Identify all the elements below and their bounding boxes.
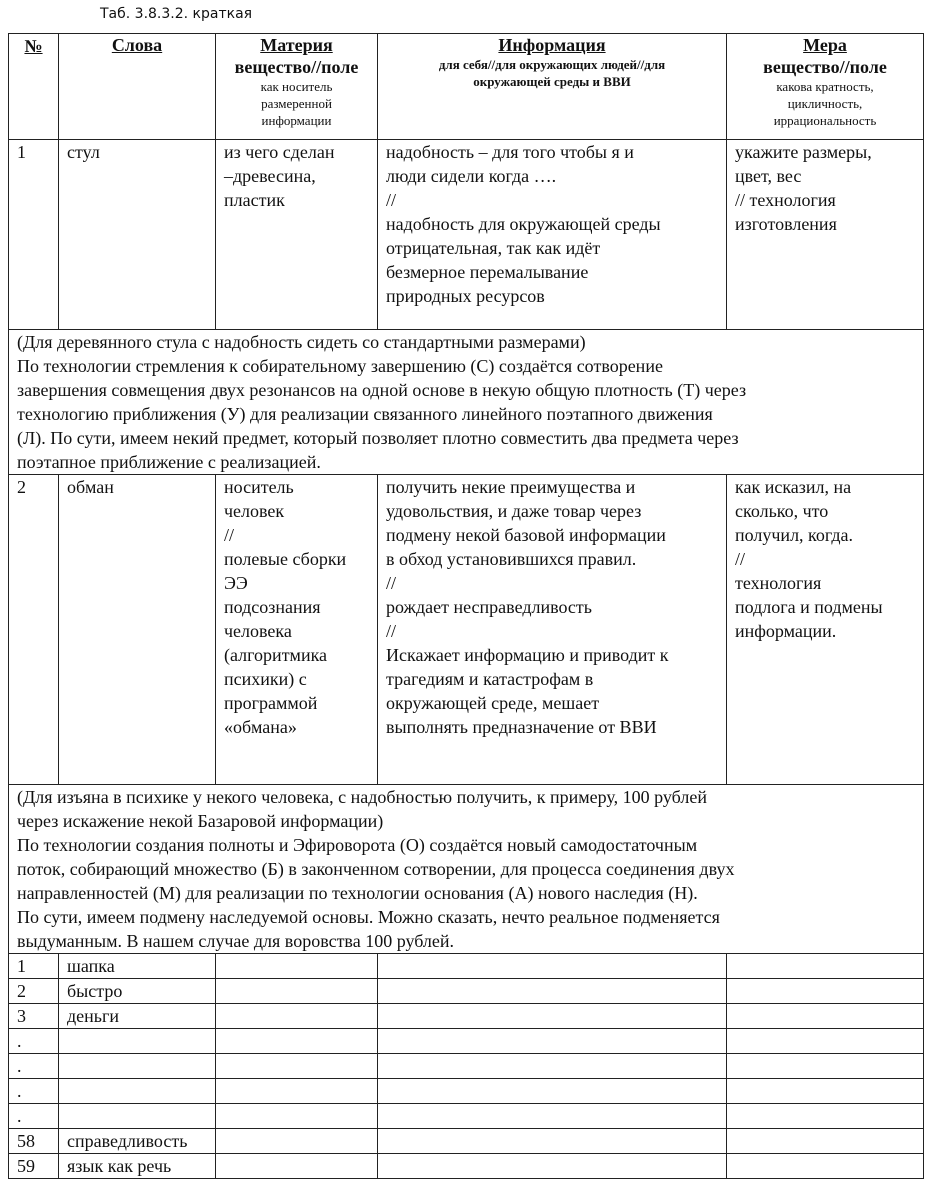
list-num: . xyxy=(9,1029,59,1054)
row-matter: носитель человек // полевые сборки ЭЭ подсознания человека (алгоритмика психики) с программой «обмана» xyxy=(216,475,378,785)
header-matter-sub: вещество//поле xyxy=(234,57,359,77)
list-row xyxy=(9,1004,924,1029)
header-measure-sub: вещество//поле xyxy=(763,57,887,77)
description-cell: (Для деревянного стула с надобность сидеть со стандартными размерами) По технологии стремления к собирательному завершению (С) создаётся сотворение завершения совмещения двух резонансов на одной основе в некую общую плотность (Т) через технологию приближения (У) для реализации связанного линейного поэтапного движения (Л). По сути, имеем некий предмет, который позволяет плотно совместить два предмета через поэтапное приближение с реализацией. xyxy=(9,330,924,475)
header-words: Слова xyxy=(59,34,216,140)
table-row xyxy=(9,140,924,330)
list-num: . xyxy=(9,1104,59,1129)
list-word xyxy=(59,1104,216,1129)
row-word: обман xyxy=(59,475,216,785)
table-row xyxy=(9,475,924,785)
list-num: 2 xyxy=(9,979,59,1004)
row-info: надобность – для того чтобы я и люди сидели когда …. // надобность для окружающей среды отрицательная, так как идёт безмерное перемалывание природных ресурсов xyxy=(378,140,727,330)
row-word: стул xyxy=(59,140,216,330)
list-row xyxy=(9,1104,924,1129)
header-matter-title: Материя xyxy=(260,35,333,55)
list-num: 59 xyxy=(9,1154,59,1179)
list-row xyxy=(9,1054,924,1079)
header-matter: Материя вещество//поле как носитель размеренной информации xyxy=(216,34,378,140)
list-num: . xyxy=(9,1079,59,1104)
list-row xyxy=(9,1029,924,1054)
list-row xyxy=(9,1079,924,1104)
header-info: Информация для себя//для окружающих людей//для окружающей среды и ВВИ xyxy=(378,34,727,140)
header-row xyxy=(9,34,924,140)
list-num: 3 xyxy=(9,1004,59,1029)
list-word: язык как речь xyxy=(59,1154,216,1179)
header-num: № xyxy=(9,34,59,140)
list-row xyxy=(9,1154,924,1179)
row-measure: укажите размеры, цвет, вес // технология изготовления xyxy=(727,140,924,330)
list-word xyxy=(59,1029,216,1054)
row-description xyxy=(9,785,924,954)
list-row xyxy=(9,1129,924,1154)
list-word: шапка xyxy=(59,954,216,979)
row-info: получить некие преимущества и удовольствия, и даже товар через подмену некой базовой информации в обход установившихся правил. // рождает несправедливость // Искажает информацию и приводит к трагедиям и катастрофам в окружающей среде, мешает выполнять предназначение от ВВИ xyxy=(378,475,727,785)
list-word: деньги xyxy=(59,1004,216,1029)
row-matter: из чего сделан –древесина, пластик xyxy=(216,140,378,330)
list-word xyxy=(59,1079,216,1104)
row-num: 1 xyxy=(9,140,59,330)
row-num: 2 xyxy=(9,475,59,785)
header-measure: Мера вещество//поле какова кратность, цикличность, иррациональность xyxy=(727,34,924,140)
header-measure-title: Мера xyxy=(803,35,847,55)
table-caption: Таб. 3.8.3.2. краткая xyxy=(100,6,253,22)
list-num: . xyxy=(9,1054,59,1079)
description-cell: (Для изъяна в психике у некого человека, с надобностью получить, к примеру, 100 рублей через искажение некой Базаровой информации) По технологии создания полноты и Эфироворота (О) создаётся новый самодостаточным поток, собирающий множество (Б) в законченном сотворении, для процесса соединения двух направленностей (М) для реализации по технологии основания (А) нового наследия (Н). По сути, имеем подмену наследуемой основы. Можно сказать, нечто реальное подменяется выдуманным. В нашем случае для воровства 100 рублей. xyxy=(9,785,924,954)
list-word: справедливость xyxy=(59,1129,216,1154)
list-word xyxy=(59,1054,216,1079)
list-row xyxy=(9,954,924,979)
row-description xyxy=(9,330,924,475)
list-row xyxy=(9,979,924,1004)
list-num: 58 xyxy=(9,1129,59,1154)
row-measure: как исказил, на сколько, что получил, когда. // технология подлога и подмены информации. xyxy=(727,475,924,785)
list-word: быстро xyxy=(59,979,216,1004)
words-table xyxy=(8,33,924,1179)
header-info-title: Информация xyxy=(498,35,606,55)
list-num: 1 xyxy=(9,954,59,979)
